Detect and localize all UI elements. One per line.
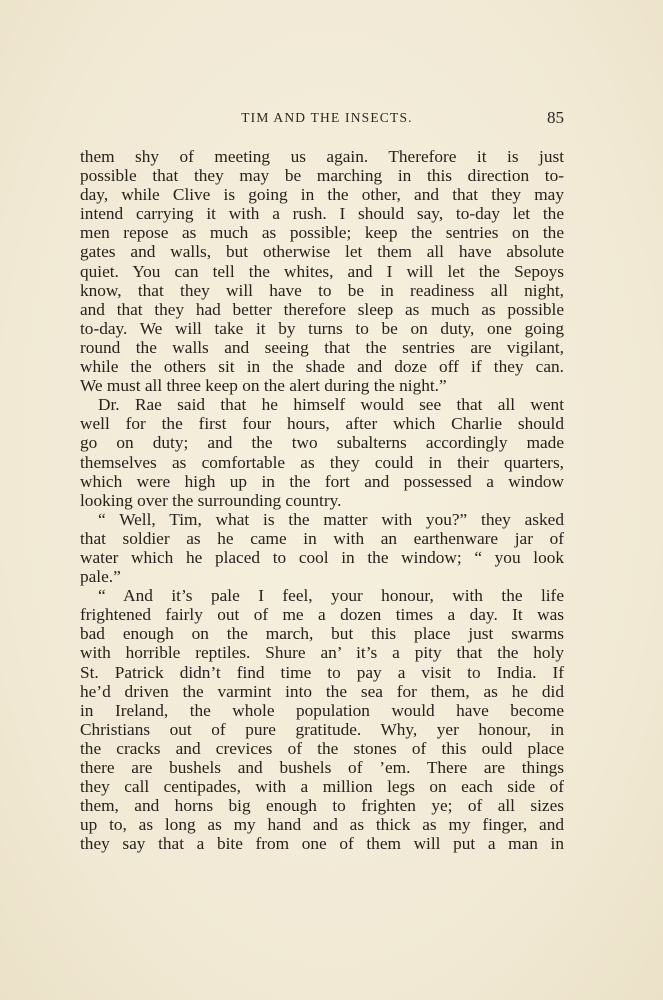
- text-line: go on duty; and the two subalterns accordingly made: [80, 433, 564, 453]
- text-line: “ Well, Tim, what is the matter with you?” they asked: [98, 509, 564, 529]
- text-line: that soldier as he came in with an earthenware jar of: [80, 528, 564, 548]
- text-line: and that they had better therefore sleep as much as possible: [80, 299, 564, 319]
- text-line: We must all three keep on the alert during the night.”: [80, 376, 447, 396]
- text-line: in Ireland, the whole population would have become: [80, 700, 564, 720]
- text-line: round the walls and seeing that the sentries are vigilant,: [80, 337, 564, 357]
- text-line: bad enough on the march, but this place just swarms: [80, 624, 564, 644]
- text-line: the cracks and crevices of the stones of this ould place: [80, 738, 564, 758]
- text-line: St. Patrick didn’t find time to pay a visit to India. If: [80, 662, 564, 682]
- text-line: well for the first four hours, after which Charlie should: [80, 414, 564, 434]
- text-line: to-day. We will take it by turns to be on duty, one going: [80, 318, 564, 338]
- text-line: day, while Clive is going in the other, and that they may: [80, 185, 564, 205]
- text-line: “ And it’s pale I feel, your honour, with the life: [98, 586, 564, 606]
- text-line: which were high up in the fort and possessed a window: [80, 471, 564, 491]
- running-title: TIM AND THE INSECTS.: [241, 110, 413, 125]
- text-line: Dr. Rae said that he himself would see that all went: [98, 395, 564, 415]
- text-line: them shy of meeting us again. Therefore it is just: [80, 147, 564, 166]
- text-line: there are bushels and bushels of ’em. There are things: [80, 758, 564, 777]
- text-line: they say that a bite from one of them will put a man in: [80, 834, 564, 854]
- text-line: intend carrying it with a rush. I should say, to-day let the: [80, 204, 564, 224]
- text-line: looking over the surrounding country.: [80, 490, 342, 510]
- text-line: possible that they may be marching in this direction to-: [80, 166, 564, 186]
- page-number: 85: [547, 108, 564, 127]
- text-line: quiet. You can tell the whites, and I will let the Sepoys: [80, 261, 564, 281]
- text-line: Christians out of pure gratitude. Why, yer honour, in: [80, 719, 564, 739]
- text-line: men repose as much as possible; keep the sentries on the: [80, 223, 564, 243]
- text-line: with horrible reptiles. Shure an’ it’s a pity that the holy: [80, 643, 564, 663]
- body-text: [80, 147, 564, 853]
- text-line: know, that they will have to be in readiness all night,: [80, 280, 564, 300]
- text-line: them, and horns big enough to frighten ye; of all sizes: [80, 796, 564, 816]
- text-line: water which he placed to cool in the window; “ you look: [80, 547, 564, 567]
- text-line: up to, as long as my hand and as thick as my finger, and: [80, 815, 564, 835]
- text-line: pale.”: [80, 567, 121, 587]
- text-line: themselves as comfortable as they could in their quarters,: [80, 452, 564, 472]
- text-line: they call centipades, with a million legs on each side of: [80, 777, 564, 797]
- text-line: he’d driven the varmint into the sea for them, as he did: [80, 681, 564, 701]
- text-line: while the others sit in the shade and doze off if they can.: [80, 357, 564, 377]
- text-line: frightened fairly out of me a dozen times a day. It was: [80, 605, 564, 625]
- page-header: [80, 108, 564, 130]
- text-line: gates and walls, but otherwise let them all have absolute: [80, 242, 564, 262]
